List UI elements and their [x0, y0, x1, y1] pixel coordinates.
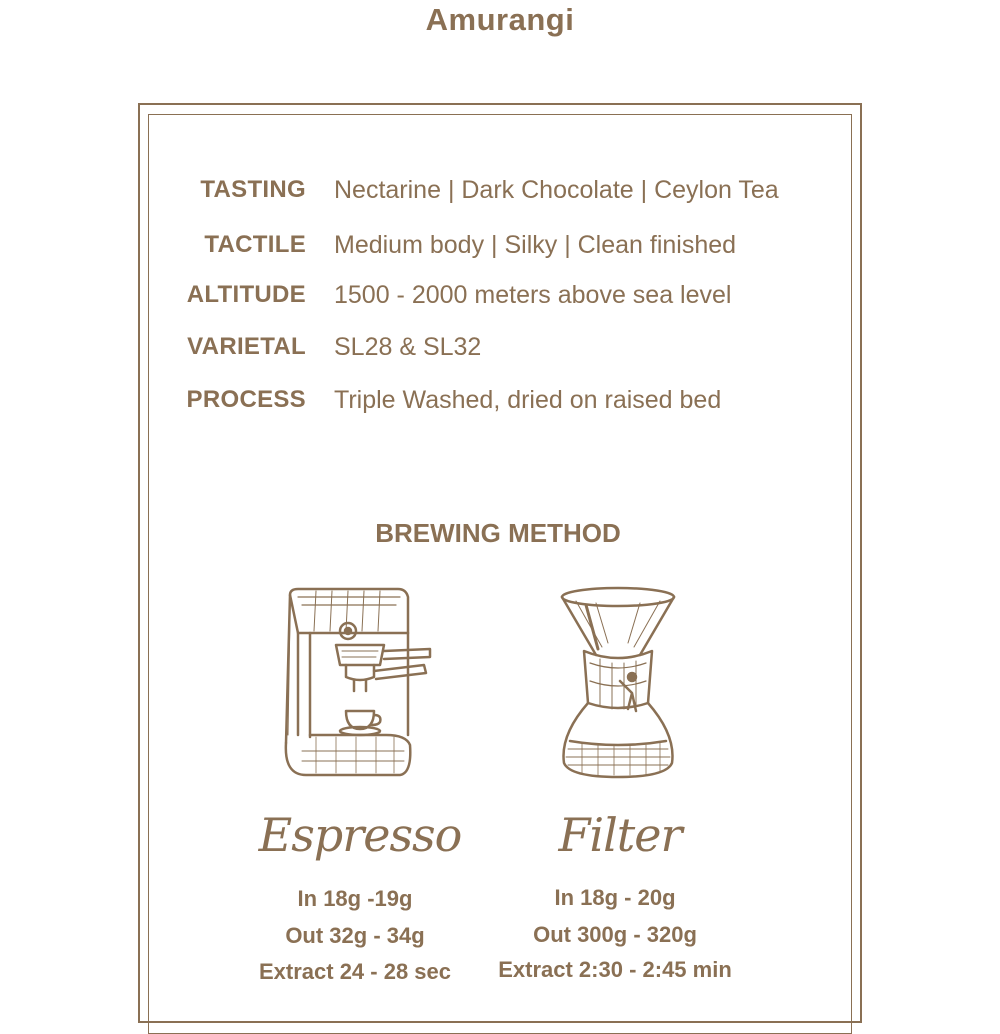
spec-value: 1500 - 2000 meters above sea level: [334, 281, 732, 309]
spec-label: VARIETAL: [187, 333, 306, 360]
filter-extract: Extract 2:30 - 2:45 min: [498, 957, 732, 982]
filter-out: Out 300g - 320g: [533, 922, 697, 947]
spec-label: PROCESS: [186, 386, 306, 413]
espresso-machine-icon: [276, 585, 436, 780]
spec-label: ALTITUDE: [186, 281, 306, 308]
espresso-out: Out 32g - 34g: [285, 923, 425, 948]
spec-value: Medium body | Silky | Clean finished: [334, 231, 737, 259]
spec-value: Triple Washed, dried on raised bed: [334, 386, 722, 414]
spec-value: SL28 & SL32: [334, 333, 482, 361]
method-name-espresso: Espresso: [258, 808, 462, 862]
spec-row-process: [0, 386, 1000, 420]
spec-value: Nectarine | Dark Chocolate | Ceylon Tea: [334, 176, 779, 204]
chemex-icon: [556, 585, 682, 780]
spec-label: TASTING: [200, 176, 306, 203]
method-name-filter: Filter: [558, 808, 682, 862]
espresso-extract: Extract 24 - 28 sec: [258, 959, 452, 984]
filter-in: In 18g - 20g: [554, 885, 676, 910]
spec-label: TACTILE: [204, 231, 306, 258]
spec-row-tasting: [0, 176, 1000, 210]
brewing-method-heading: BREWING METHOD: [375, 518, 621, 548]
product-title: Amurangi: [425, 2, 575, 37]
espresso-in: In 18g -19g: [297, 886, 413, 911]
spec-row-varietal: [0, 333, 1000, 367]
spec-row-tactile: [0, 231, 1000, 265]
spec-row-altitude: [0, 281, 1000, 315]
